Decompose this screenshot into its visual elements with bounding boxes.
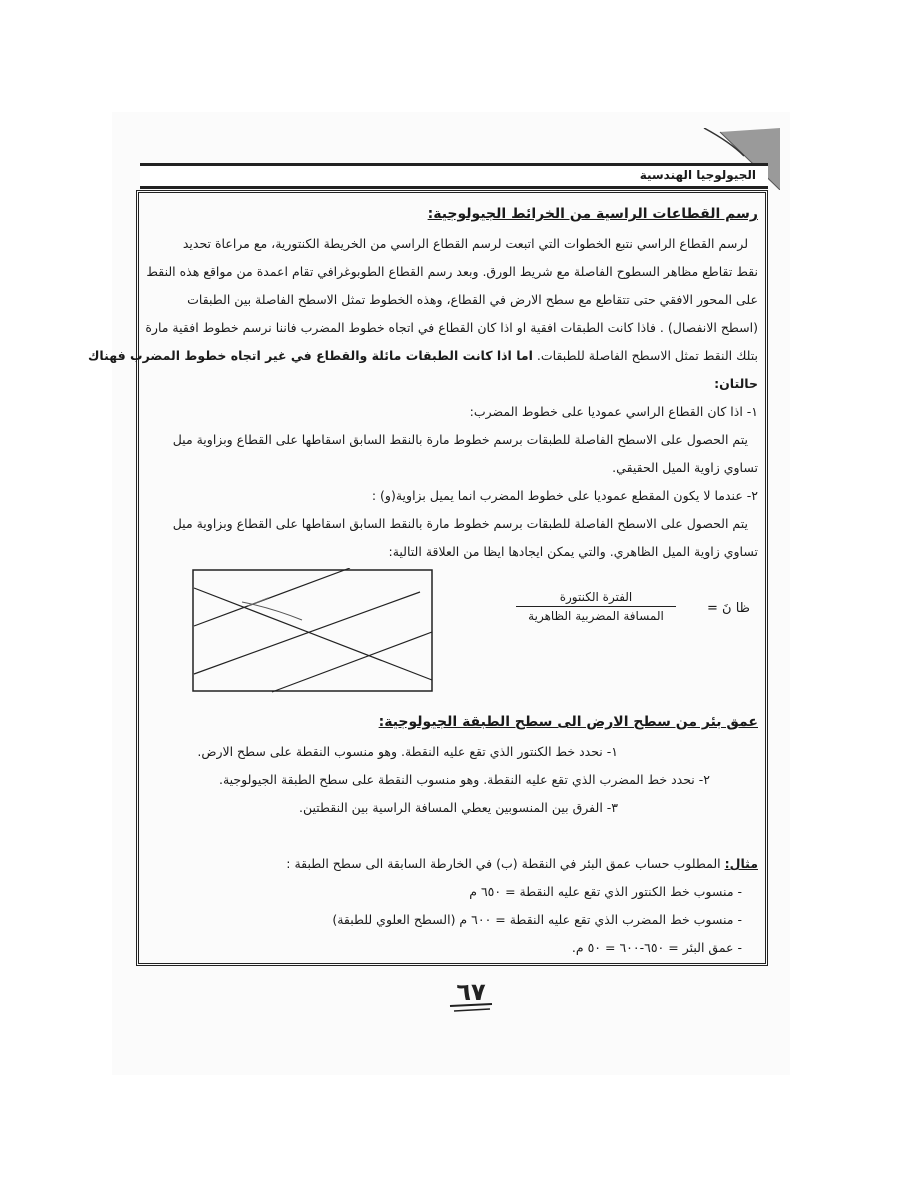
paragraph-line: نقط تقاطع مظاهر السطوح الفاصلة مع شريط الورق. وبعد رسم القطاع الطوبوغرافي تقام اعمدة من مواقع هذه النقط (146, 264, 758, 279)
formula-denominator: المسافة المضربية الظاهرية (528, 609, 664, 623)
example-label: مثال: (724, 856, 758, 871)
formula-fraction (516, 590, 676, 623)
cross-section-sketch (192, 568, 434, 694)
example-item: - عمق البئر = ٦٥٠-٦٠٠ = ٥٠ م. (571, 940, 742, 955)
example-intro (286, 856, 758, 872)
sketch-line (272, 632, 432, 692)
tangent-formula (510, 590, 750, 630)
example-item: - منسوب خط الكنتور الذي تقع عليه النقطة = ٦٥٠ م (469, 884, 742, 899)
paragraph-line-mixed (88, 348, 758, 364)
section-heading-well-depth: عمق بئر من سطح الارض الى سطح الطبقة الجيولوجية: (378, 714, 758, 730)
example-item: - منسوب خط المضرب الذي تقع عليه النقطة = ٦٠٠ م (السطح العلوي للطبقة) (332, 912, 742, 927)
page-number-text: ٦٧ (456, 978, 486, 1006)
case2-line: تساوي زاوية الميل الظاهري. والتي يمكن ايجادها ايظا من العلاقة التالية: (388, 544, 758, 559)
case1-line: تساوي زاوية الميل الحقيقي. (612, 460, 758, 475)
header-title: الجيولوجيا الهندسية (639, 168, 756, 182)
sketch-line (194, 588, 432, 680)
case1-line: يتم الحصول على الاسطح الفاصلة للطبقات برسم خطوط مارة بالنقط السابق اسقاطها على القطاع وبزاوية ميل (172, 432, 748, 447)
example-intro-text: المطلوب حساب عمق البئر في النقطة (ب) في الخارطة السابقة الى سطح الطبقة : (286, 856, 725, 871)
case2-title: ٢- عندما لا يكون المقطع عموديا على خطوط المضرب انما يميل بزاوية(و) : (371, 488, 758, 503)
paragraph-line-normal: بتلك النقط تمثل الاسطح الفاصلة للطبقات. (536, 348, 758, 363)
formula-numerator: الفترة الكنتورة (516, 590, 676, 607)
case2-line: يتم الحصول على الاسطح الفاصلة للطبقات برسم خطوط مارة بالنقط السابق اسقاطها على القطاع وبزاوية ميل (172, 516, 748, 531)
page-number-underline (454, 1009, 490, 1011)
paragraph-line: على المحور الافقي حتى تتقاطع مع سطح الارض في القطاع، وهذه الخطوط تمثل الاسطح الفاصلة بين الطبقات (187, 292, 758, 307)
case1-title: ١- اذا كان القطاع الراسي عموديا على خطوط المضرب: (469, 404, 758, 419)
paragraph-line: لرسم القطاع الراسي نتبع الخطوات التي اتبعت لرسم القطاع الراسي من الخريطة الكنتورية، مع مراعاة تحديد (182, 236, 748, 251)
cases-label: حالتان: (714, 376, 758, 391)
procedure-item: ٢- نحدد خط المضرب الذي تقع عليه النقطة. وهو منسوب النقطة على سطح الطبقة الجيولوجية. (218, 772, 710, 787)
formula-lhs: ظا نَ = (706, 601, 750, 616)
sketch-pencil-mark (248, 598, 268, 606)
paragraph-line: (اسطح الانفصال) . فاذا كانت الطبقات افقية او اذا كان القطاع في اتجاه خطوط المضرب فاننا نرسم خطوط افقية مارة (145, 320, 758, 335)
procedure-item: ٣- الفرق بين المنسوبين يعطي المسافة الراسية بين النقطتين. (299, 800, 618, 815)
page-number (446, 976, 496, 1014)
header-band (140, 163, 768, 189)
procedure-item: ١- نحدد خط الكنتور الذي تقع عليه النقطة. وهو منسوب النقطة على سطح الارض. (197, 744, 618, 759)
paragraph-line-bold: اما اذا كانت الطبقات مائلة والقطاع في غير اتجاه خطوط المضرب فهناك (87, 348, 533, 363)
section-heading-cross-sections: رسم القطاعات الراسية من الخرائط الجيولوجية: (427, 206, 758, 222)
